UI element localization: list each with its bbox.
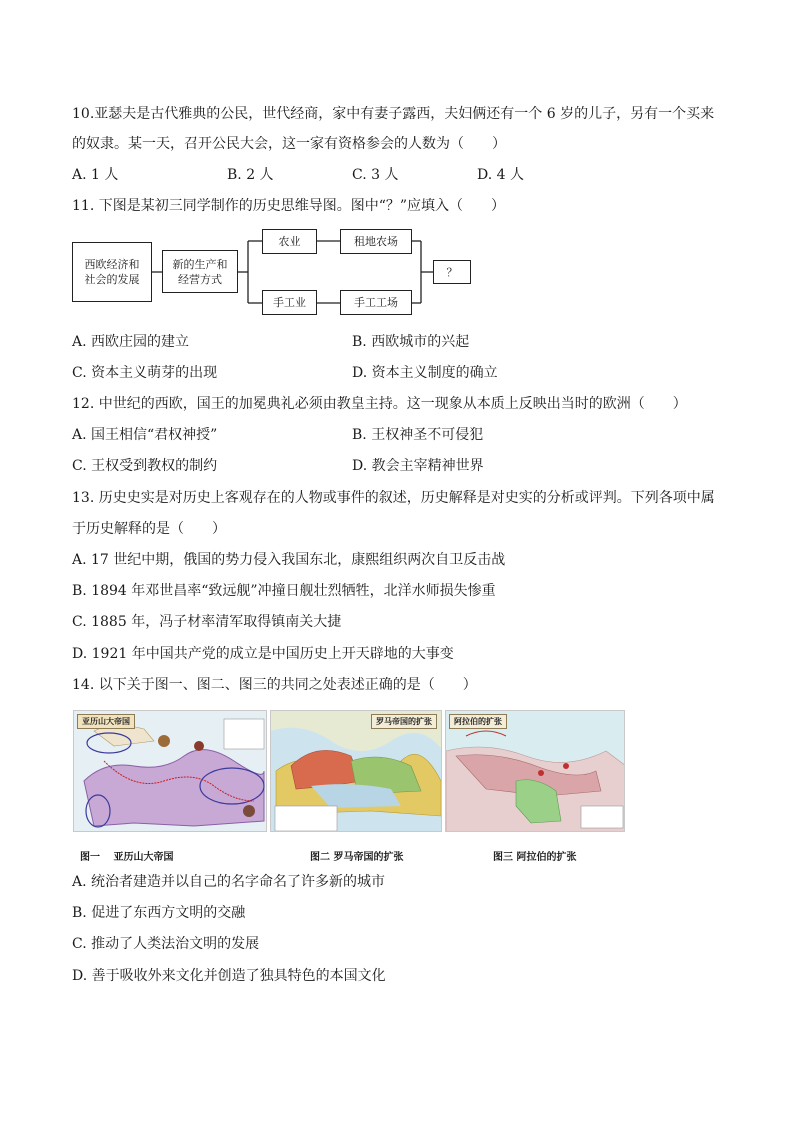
q13-option-a: A. 17 世纪中期，俄国的势力侵入我国东北，康熙组织两次自卫反击战 [72, 552, 506, 568]
q10-stem-line1: 10.亚瑟夫是古代雅典的公民，世代经商，家中有妻子露西，夫妇俩还有一个 6 岁的儿子，另有一个买来 [72, 106, 715, 122]
box-agriculture: 农业 [262, 229, 317, 254]
q10-option-a: A. 1 人 [72, 167, 119, 183]
q14-option-a: A. 统治者建造并以自己的名字命名了许多新的城市 [72, 874, 386, 890]
box-start: 西欧经济和社会的发展 [72, 242, 152, 302]
box-question: ？ [433, 260, 471, 284]
q14-option-d: D. 善于吸收外来文化并创造了独具特色的本国文化 [72, 968, 386, 984]
box-mid: 新的生产和经营方式 [162, 250, 238, 293]
q12-option-a: A. 国王相信“君权神授” [72, 427, 218, 443]
q10-stem-line2: 的奴隶。某一天，召开公民大会，这一家有资格参会的人数为（ ） [72, 136, 506, 152]
q14-option-c: C. 推动了人类法治文明的发展 [72, 936, 260, 952]
q11-option-a: A. 西欧庄园的建立 [72, 334, 190, 350]
q13-option-d: D. 1921 年中国共产党的成立是中国历史上开天辟地的大事变 [72, 646, 454, 662]
box-handicraft: 手工业 [262, 290, 317, 315]
q14-stem: 14. 以下关于图一、图二、图三的共同之处表述正确的是（ ） [72, 677, 477, 693]
map-roman-empire [270, 710, 442, 832]
q10-option-b: B. 2 人 [227, 167, 274, 183]
q13-stem-line1: 13. 历史史实是对历史上客观存在的人物或事件的叙述，历史解释是对史实的分析或评判。下列各项中属 [72, 490, 715, 506]
map2-caption: 图二 罗马帝国的扩张 [310, 852, 404, 863]
map3-title: 阿拉伯的扩张 [449, 714, 507, 729]
box-leased-farm: 租地农场 [340, 229, 412, 254]
q13-option-b: B. 1894 年邓世昌率“致远舰”冲撞日舰壮烈牺牲，北洋水师损失惨重 [72, 583, 496, 599]
q14-option-b: B. 促进了东西方文明的交融 [72, 905, 246, 921]
mind-map-diagram [72, 225, 482, 320]
q12-option-b: B. 王权神圣不可侵犯 [352, 427, 484, 443]
q13-stem-line2: 于历史解释的是（ ） [72, 521, 226, 537]
q13-option-c: C. 1885 年，冯子材率清军取得镇南关大捷 [72, 614, 342, 630]
map3-caption: 图三 阿拉伯的扩张 [493, 852, 577, 863]
q12-stem: 12. 中世纪的西欧，国王的加冕典礼必须由教皇主持。这一现象从本质上反映出当时的欧洲（ ） [72, 396, 687, 412]
q11-stem: 11. 下图是某初三同学制作的历史思维导图。图中“？”应填入（ ） [72, 198, 506, 214]
map1-caption: 图一 亚历山大帝国 [80, 852, 174, 863]
q11-option-b: B. 西欧城市的兴起 [352, 334, 470, 350]
box-workshop: 手工工场 [340, 290, 412, 315]
alexander-map-graphic [74, 711, 267, 832]
q10-option-d: D. 4 人 [477, 167, 524, 183]
map2-title: 罗马帝国的扩张 [371, 714, 437, 729]
arab-map-graphic [446, 711, 625, 832]
q11-option-d: D. 资本主义制度的确立 [352, 365, 498, 381]
q11-option-c: C. 资本主义萌芽的出现 [72, 365, 218, 381]
map-alexander-empire [73, 710, 267, 832]
map-arab-expansion [445, 710, 625, 832]
q12-option-d: D. 教会主宰精神世界 [352, 458, 484, 474]
q10-option-c: C. 3 人 [352, 167, 399, 183]
q12-option-c: C. 王权受到教权的制约 [72, 458, 218, 474]
roman-map-graphic [271, 711, 442, 832]
map1-title: 亚历山大帝国 [77, 714, 135, 729]
